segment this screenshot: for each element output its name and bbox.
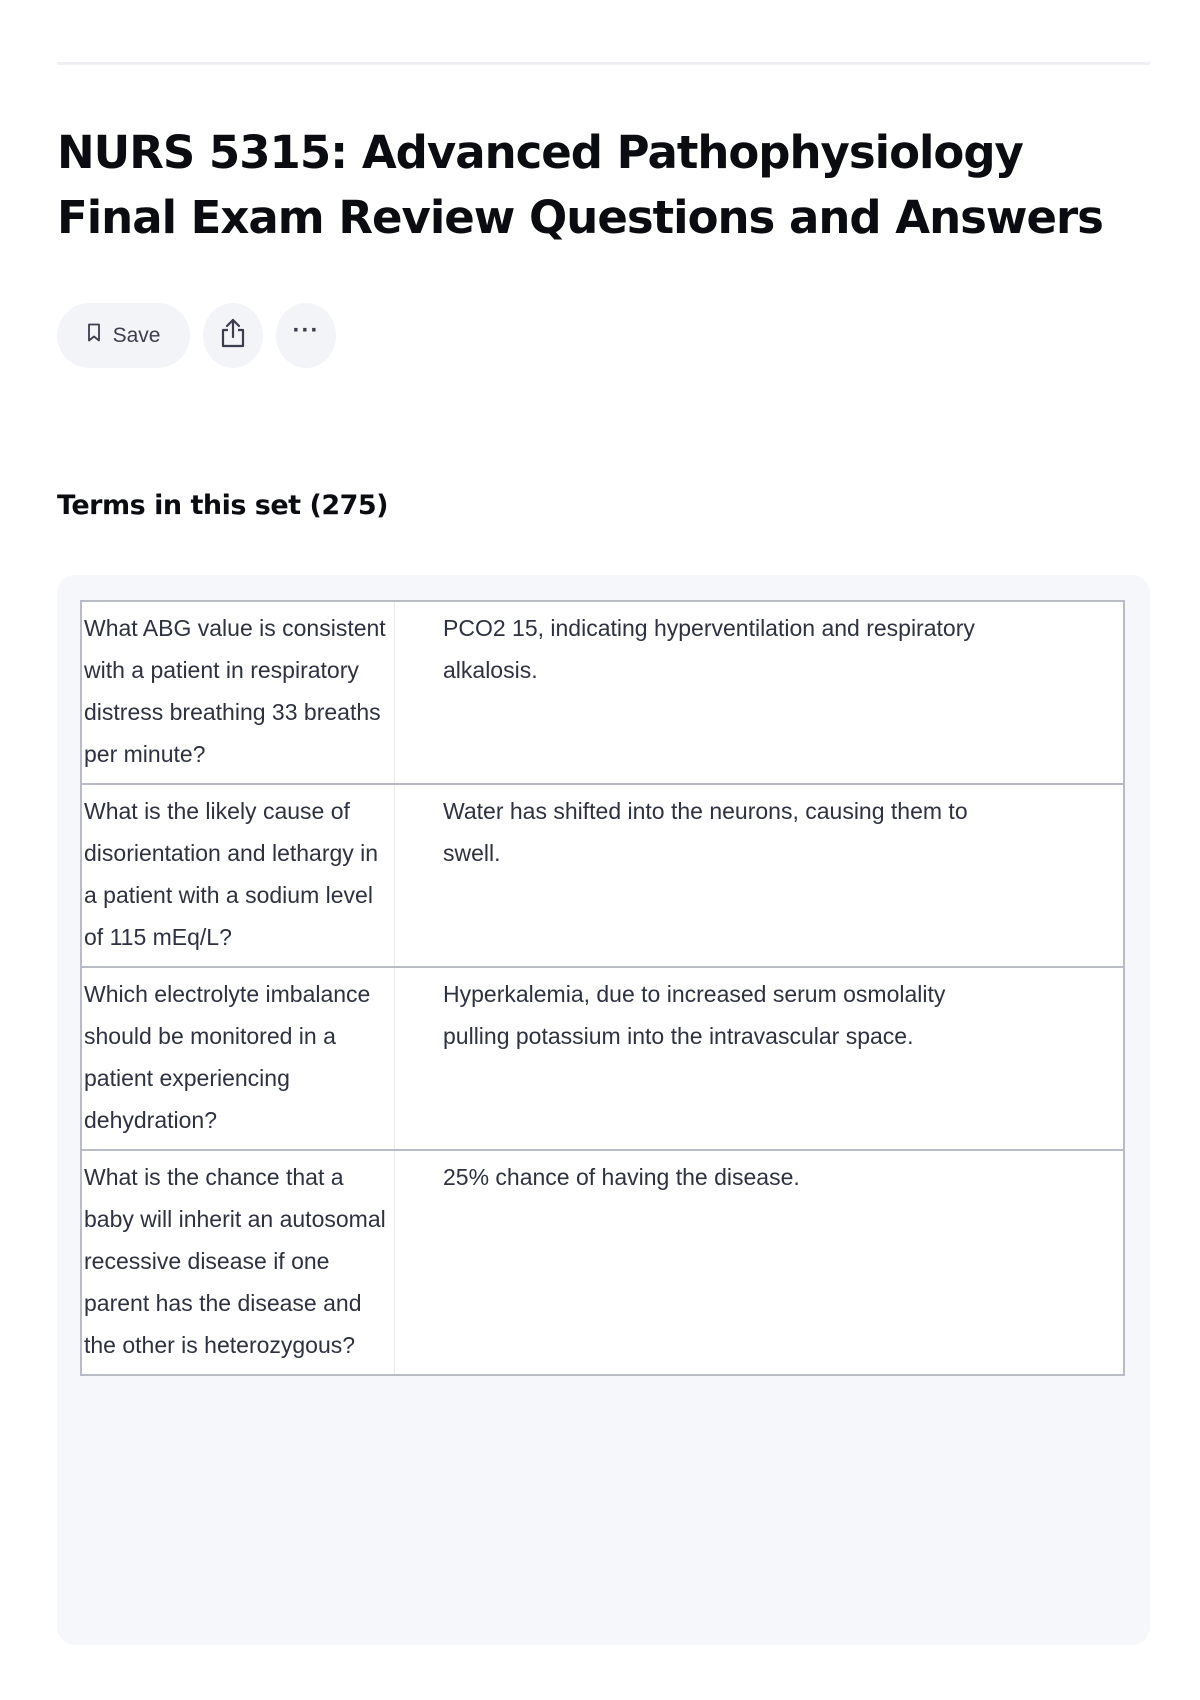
term-question: What is the likely cause of disorientation and lethargy in a patient with a sodium level of 115 mEq/L? <box>82 785 395 966</box>
save-label: Save <box>112 323 161 347</box>
term-row[interactable] <box>82 785 1123 968</box>
term-answer: Water has shifted into the neurons, causing them to swell. <box>443 798 968 866</box>
term-question: What is the chance that a baby will inherit an autosomal recessive disease if one parent has the disease and the other is heterozygous? <box>82 1151 395 1374</box>
terms-table <box>80 600 1125 1376</box>
term-row[interactable] <box>82 968 1123 1151</box>
terms-heading: Terms in this set (275) <box>57 490 389 521</box>
share-button[interactable] <box>203 303 263 368</box>
action-bar <box>57 303 336 368</box>
save-button[interactable] <box>57 303 190 368</box>
top-divider <box>57 62 1150 65</box>
share-icon <box>220 318 246 353</box>
term-answer: Hyperkalemia, due to increased serum osmolality pulling potassium into the intravascular space. <box>443 981 946 1049</box>
bookmark-icon <box>87 323 101 348</box>
term-answer: PCO2 15, indicating hyperventilation and respiratory alkalosis. <box>443 615 975 683</box>
term-row[interactable] <box>82 1151 1123 1374</box>
term-row[interactable] <box>82 602 1123 785</box>
term-question: Which electrolyte imbalance should be monitored in a patient experiencing dehydration? <box>82 968 395 1149</box>
term-answer: 25% chance of having the disease. <box>443 1164 800 1190</box>
page-title: NURS 5315: Advanced Pathophysiology Final Exam Review Questions and Answers <box>57 126 1103 244</box>
more-options-button[interactable] <box>276 303 336 368</box>
more-horizontal-icon: ··· <box>292 316 320 344</box>
term-question: What ABG value is consistent with a patient in respiratory distress breathing 33 breaths per minute? <box>82 602 395 783</box>
